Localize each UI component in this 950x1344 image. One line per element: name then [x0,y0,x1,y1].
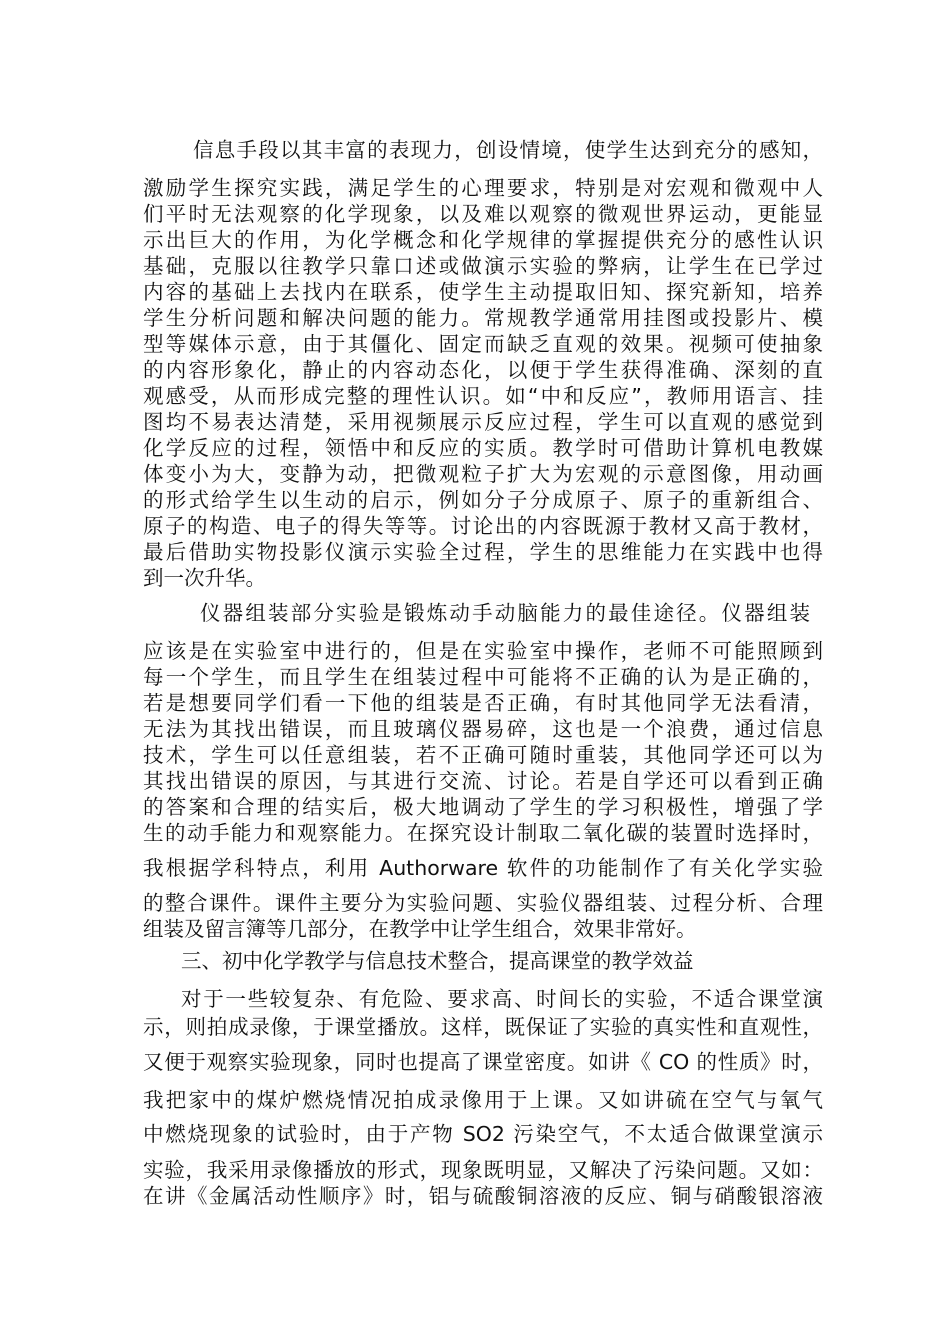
paragraph-3-line-7: 在讲《金属活动性顺序》时，铝与硫酸铜溶液的反应、铜与硝酸银溶液 [143,1184,823,1208]
section-heading: 三、初中化学教学与信息技术整合，提高课堂的教学效益 [181,949,694,973]
paragraph-1-line-17: 到一次升华。 [143,566,266,590]
paragraph-1-line-13: 体变小为大，变静为动，把微观粒子扩大为宏观的示意图像，用动画 [143,462,823,486]
paragraph-3-line-4: 我把家中的煤炉燃烧情况拍成录像用于上课。又如讲硫在空气与氧气 [143,1088,823,1112]
paragraph-2-line-4: 若是想要同学们看一下他的组装是否正确，有时其他同学无法看清， [143,691,823,715]
paragraph-1-line-8: 型等媒体示意，由于其僵化、固定而缺乏直观的效果。视频可使抽象 [143,332,823,356]
paragraph-1-line-16: 最后借助实物投影仪演示实验全过程，学生的思维能力在实践中也得 [143,540,823,564]
paragraph-1-line-11: 图均不易表达清楚，采用视频展示反应过程，学生可以直观的感觉到 [143,410,823,434]
paragraph-1-line-9: 的内容形象化，静止的内容动态化，以便于学生获得准确、深刻的直 [143,358,823,382]
paragraph-1-line-12: 化学反应的过程，领悟中和反应的实质。教学时可借助计算机电教媒 [143,436,823,460]
paragraph-1-line-3: 们平时无法观察的化学现象，以及难以观察的微观世界运动，更能显 [143,202,823,226]
paragraph-2-line-6: 技术，学生可以任意组装，若不正确可随时重装，其他同学还可以为 [143,743,823,767]
paragraph-2-line-10: 我根据学科特点，利用 Authorware 软件的功能制作了有关化学实验 [143,856,823,880]
paragraph-2-line-7: 其找出错误的原因，与其进行交流、讨论。若是自学还可以看到正确 [143,769,823,793]
paragraph-2-line-9: 生的动手能力和观察能力。在探究设计制取二氧化碳的装置时选择时， [143,821,823,845]
paragraph-3-line-5: 中燃烧现象的试验时，由于产物 SO2 污染空气，不太适合做课堂演示 [143,1122,823,1146]
paragraph-1-line-5: 基础，克服以往教学只靠口述或做演示实验的弊病，让学生在已学过 [143,254,823,278]
paragraph-2-line-1: 仪器组装部分实验是锻炼动手动脑能力的最佳途径。仪器组装 [200,601,810,625]
paragraph-2-line-5: 无法为其找出错误，而且玻璃仪器易碎，这也是一个浪费，通过信息 [143,717,823,741]
paragraph-2-line-12: 组装及留言簿等几部分，在教学中让学生组合，效果非常好。 [143,917,697,941]
paragraph-1-line-7: 学生分析问题和解决问题的能力。常规教学通常用挂图或投影片、模 [143,306,823,330]
paragraph-2-line-2: 应该是在实验室中进行的，但是在实验室中操作，老师不可能照顾到 [143,639,823,663]
paragraph-1-line-10: 观感受，从而形成完整的理性认识。如“中和反应”，教师用语言、挂 [143,384,823,408]
paragraph-3-line-1: 对于一些较复杂、有危险、要求高、时间长的实验，不适合课堂演 [181,987,823,1011]
paragraph-1-line-15: 原子的构造、电子的得失等等。讨论出的内容既源于教材又高于教材， [143,514,823,538]
paragraph-1-line-1: 信息手段以其丰富的表现力，创设情境，使学生达到充分的感知， [193,138,823,162]
paragraph-2-line-8: 的答案和合理的结实后，极大地调动了学生的学习积极性，增强了学 [143,795,823,819]
paragraph-2-line-11: 的整合课件。课件主要分为实验问题、实验仪器组装、过程分析、合理 [143,891,823,915]
paragraph-1-line-6: 内容的基础上去找内在联系，使学生主动提取旧知、探究新知，培养 [143,280,823,304]
paragraph-2-line-3: 每一个学生，而且学生在组装过程中可能将不正确的认为是正确的， [143,665,823,689]
paragraph-3-line-6: 实验，我采用录像播放的形式，现象既明显，又解决了污染问题。又如： [143,1158,823,1182]
paragraph-1-line-14: 的形式给学生以生动的启示，例如分子分成原子、原子的重新组合、 [143,488,823,512]
paragraph-1-line-4: 示出巨大的作用，为化学概念和化学规律的掌握提供充分的感性认识 [143,228,823,252]
paragraph-3-line-2: 示，则拍成录像，于课堂播放。这样，既保证了实验的真实性和直观性， [143,1015,823,1039]
paragraph-3-line-3: 又便于观察实验现象，同时也提高了课堂密度。如讲《 CO 的性质》时， [143,1050,823,1074]
paragraph-1-line-2: 激励学生探究实践，满足学生的心理要求，特别是对宏观和微观中人 [143,176,823,200]
